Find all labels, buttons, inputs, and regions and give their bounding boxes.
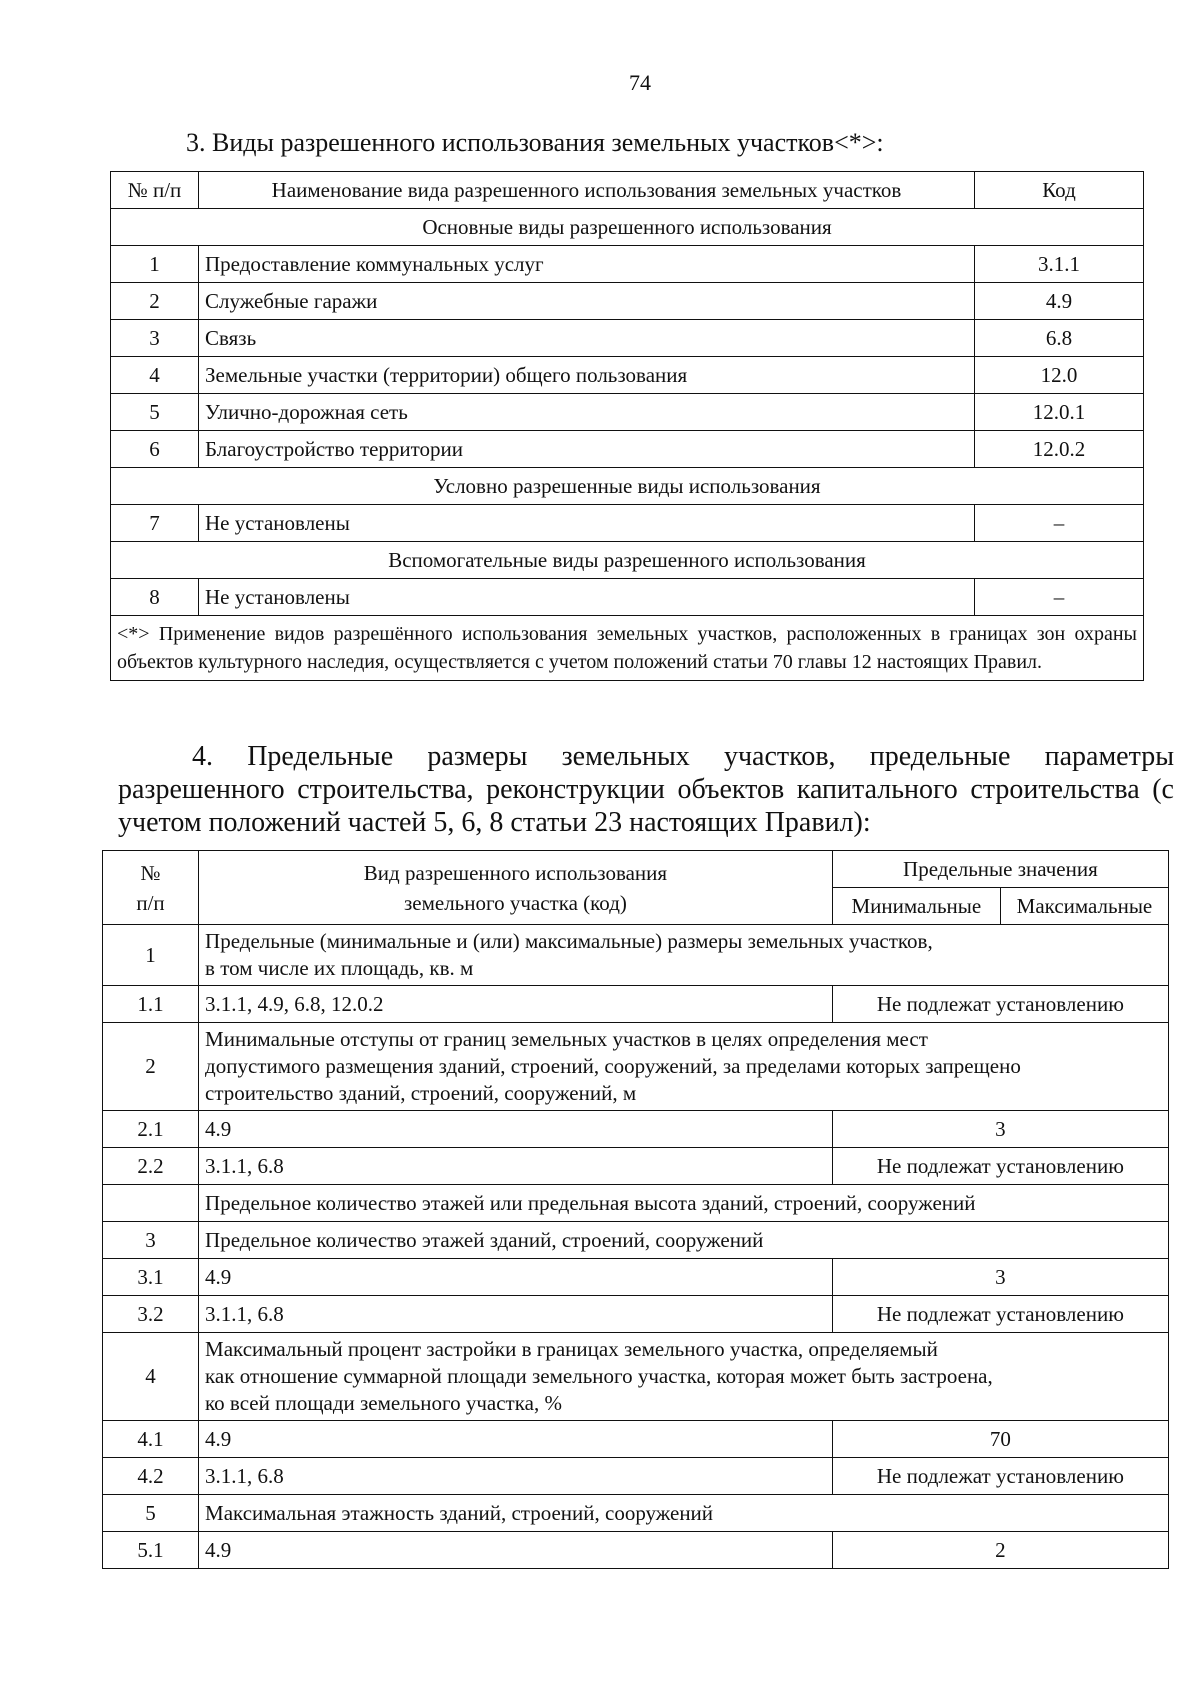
row-value: 70 (832, 1421, 1168, 1458)
header-type-line1: Вид разрешенного использования (363, 860, 668, 885)
row-text-line: в том числе их площадь, кв. м (205, 956, 474, 980)
row-name: Благоустройство территории (199, 431, 975, 468)
row-name: Земельные участки (территории) общего пользования (199, 357, 975, 394)
table-row (111, 357, 1144, 394)
limits-table (102, 850, 1169, 1569)
table-row (103, 1296, 1169, 1333)
group-row-auxiliary (111, 542, 1144, 579)
table-row (111, 431, 1144, 468)
row-text-line: как отношение суммарной площади земельного участка, которая может быть застроена, (205, 1364, 993, 1388)
table-row (103, 1495, 1169, 1532)
row-codes: 4.9 (199, 1111, 833, 1148)
header-name: Наименование вида разрешенного использования земельных участков (199, 172, 975, 209)
row-text: Максимальная этажность зданий, строений, сооружений (199, 1495, 1169, 1532)
table-row (103, 1259, 1169, 1296)
row-value: Не подлежат установлению (832, 1458, 1168, 1495)
header-code: Код (975, 172, 1144, 209)
row-name: Улично-дорожная сеть (199, 394, 975, 431)
permitted-use-table (110, 171, 1144, 681)
row-value: Не подлежат установлению (832, 1296, 1168, 1333)
table-header-row (103, 851, 1169, 888)
header-num-line1: № (140, 860, 161, 885)
group-label-conditional: Условно разрешенные виды использования (111, 468, 1144, 505)
section-4-title: 4. Предельные размеры земельных участков, предельные параметры разрешенного строительства, реконструкции объектов капитального строительства (с учетом положений частей 5, 6, 8 статьи 23 настоящих Правил): (118, 741, 1174, 838)
row-code: 12.0.1 (975, 394, 1144, 431)
row-value: 3 (832, 1259, 1168, 1296)
table-row (103, 1333, 1169, 1421)
row-codes: 4.9 (199, 1421, 833, 1458)
row-code: 3.1.1 (975, 246, 1144, 283)
group-row-conditional (111, 468, 1144, 505)
section-3-title: 3. Виды разрешенного использования земельных участков<*>: (186, 128, 884, 157)
table-row (111, 283, 1144, 320)
table-row (103, 1222, 1169, 1259)
row-codes: 3.1.1, 6.8 (199, 1296, 833, 1333)
header-max: Максимальные (1000, 888, 1168, 925)
row-num: 4.1 (103, 1421, 199, 1458)
row-num: 1 (103, 925, 199, 986)
row-codes: 4.9 (199, 1532, 833, 1569)
table-row (103, 925, 1169, 986)
row-codes: 3.1.1, 4.9, 6.8, 12.0.2 (199, 986, 833, 1023)
row-num: 6 (111, 431, 199, 468)
header-num-line2: п/п (136, 890, 165, 915)
row-num: 3 (103, 1222, 199, 1259)
row-num: 4.2 (103, 1458, 199, 1495)
header-min: Минимальные (832, 888, 1000, 925)
page-number: 74 (629, 70, 651, 95)
table-row (103, 1111, 1169, 1148)
footnote: <*> Применение видов разрешённого использования земельных участков, расположенных в границах зон охраны объектов культурного наследия, осуществляется с учетом положений статьи 70 главы 12 настоящих Правил. (111, 616, 1144, 681)
row-num: 7 (111, 505, 199, 542)
row-num: 2.2 (103, 1148, 199, 1185)
row-code: – (975, 505, 1144, 542)
table-row (103, 1148, 1169, 1185)
row-name: Не установлены (199, 505, 975, 542)
group-row-main (111, 209, 1144, 246)
row-code: 6.8 (975, 320, 1144, 357)
table-row (103, 1421, 1169, 1458)
row-text-line: допустимого размещения зданий, строений, сооружений, за пределами которых запрещено (205, 1054, 1021, 1078)
row-codes: 4.9 (199, 1259, 833, 1296)
row-num: 2 (111, 283, 199, 320)
table-row (111, 505, 1144, 542)
group-label-main: Основные виды разрешенного использования (111, 209, 1144, 246)
row-num: 3 (111, 320, 199, 357)
row-num (103, 1185, 199, 1222)
row-num: 5 (103, 1495, 199, 1532)
header-type-line2: земельного участка (код) (403, 890, 627, 915)
row-num: 4 (103, 1333, 199, 1421)
row-code: 12.0.2 (975, 431, 1144, 468)
row-codes: 3.1.1, 6.8 (199, 1148, 833, 1185)
table-header-row (111, 172, 1144, 209)
table-row (103, 1023, 1169, 1111)
row-name: Предоставление коммунальных услуг (199, 246, 975, 283)
header-num (103, 851, 199, 925)
row-num: 2 (103, 1023, 199, 1111)
row-num: 8 (111, 579, 199, 616)
table-row (111, 320, 1144, 357)
row-text: Предельное количество этажей зданий, строений, сооружений (199, 1222, 1169, 1259)
row-value: Не подлежат установлению (832, 986, 1168, 1023)
table-row (111, 394, 1144, 431)
row-name: Не установлены (199, 579, 975, 616)
row-codes: 3.1.1, 6.8 (199, 1458, 833, 1495)
table-row (103, 1532, 1169, 1569)
row-num: 2.1 (103, 1111, 199, 1148)
row-name: Служебные гаражи (199, 283, 975, 320)
row-text-line: Максимальный процент застройки в границах земельного участка, определяемый (205, 1337, 938, 1361)
row-code: 4.9 (975, 283, 1144, 320)
row-text-line: строительство зданий, строений, сооружений, м (205, 1081, 637, 1105)
table-row (111, 246, 1144, 283)
row-text: Предельное количество этажей или предельная высота зданий, строений, сооружений (199, 1185, 1169, 1222)
header-num: № п/п (111, 172, 199, 209)
row-num: 5.1 (103, 1532, 199, 1569)
table-row (111, 579, 1144, 616)
header-type (199, 851, 833, 925)
row-code: – (975, 579, 1144, 616)
row-text (199, 925, 1169, 986)
row-text-line: ко всей площади земельного участка, % (205, 1391, 562, 1415)
group-label-auxiliary: Вспомогательные виды разрешенного использования (111, 542, 1144, 579)
row-num: 3.2 (103, 1296, 199, 1333)
footnote-row (111, 616, 1144, 681)
table-row (103, 1185, 1169, 1222)
table-row (103, 986, 1169, 1023)
table-row (103, 1458, 1169, 1495)
row-num: 4 (111, 357, 199, 394)
row-text-line: Предельные (минимальные и (или) максимальные) размеры земельных участков, (205, 929, 933, 953)
row-text (199, 1333, 1169, 1421)
row-value: 3 (832, 1111, 1168, 1148)
row-name: Связь (199, 320, 975, 357)
row-text (199, 1023, 1169, 1111)
row-num: 3.1 (103, 1259, 199, 1296)
header-limits: Предельные значения (832, 851, 1168, 888)
row-num: 1 (111, 246, 199, 283)
row-num: 1.1 (103, 986, 199, 1023)
row-code: 12.0 (975, 357, 1144, 394)
row-text-line: Минимальные отступы от границ земельных участков в целях определения мест (205, 1027, 928, 1051)
row-num: 5 (111, 394, 199, 431)
row-value: 2 (832, 1532, 1168, 1569)
row-value: Не подлежат установлению (832, 1148, 1168, 1185)
